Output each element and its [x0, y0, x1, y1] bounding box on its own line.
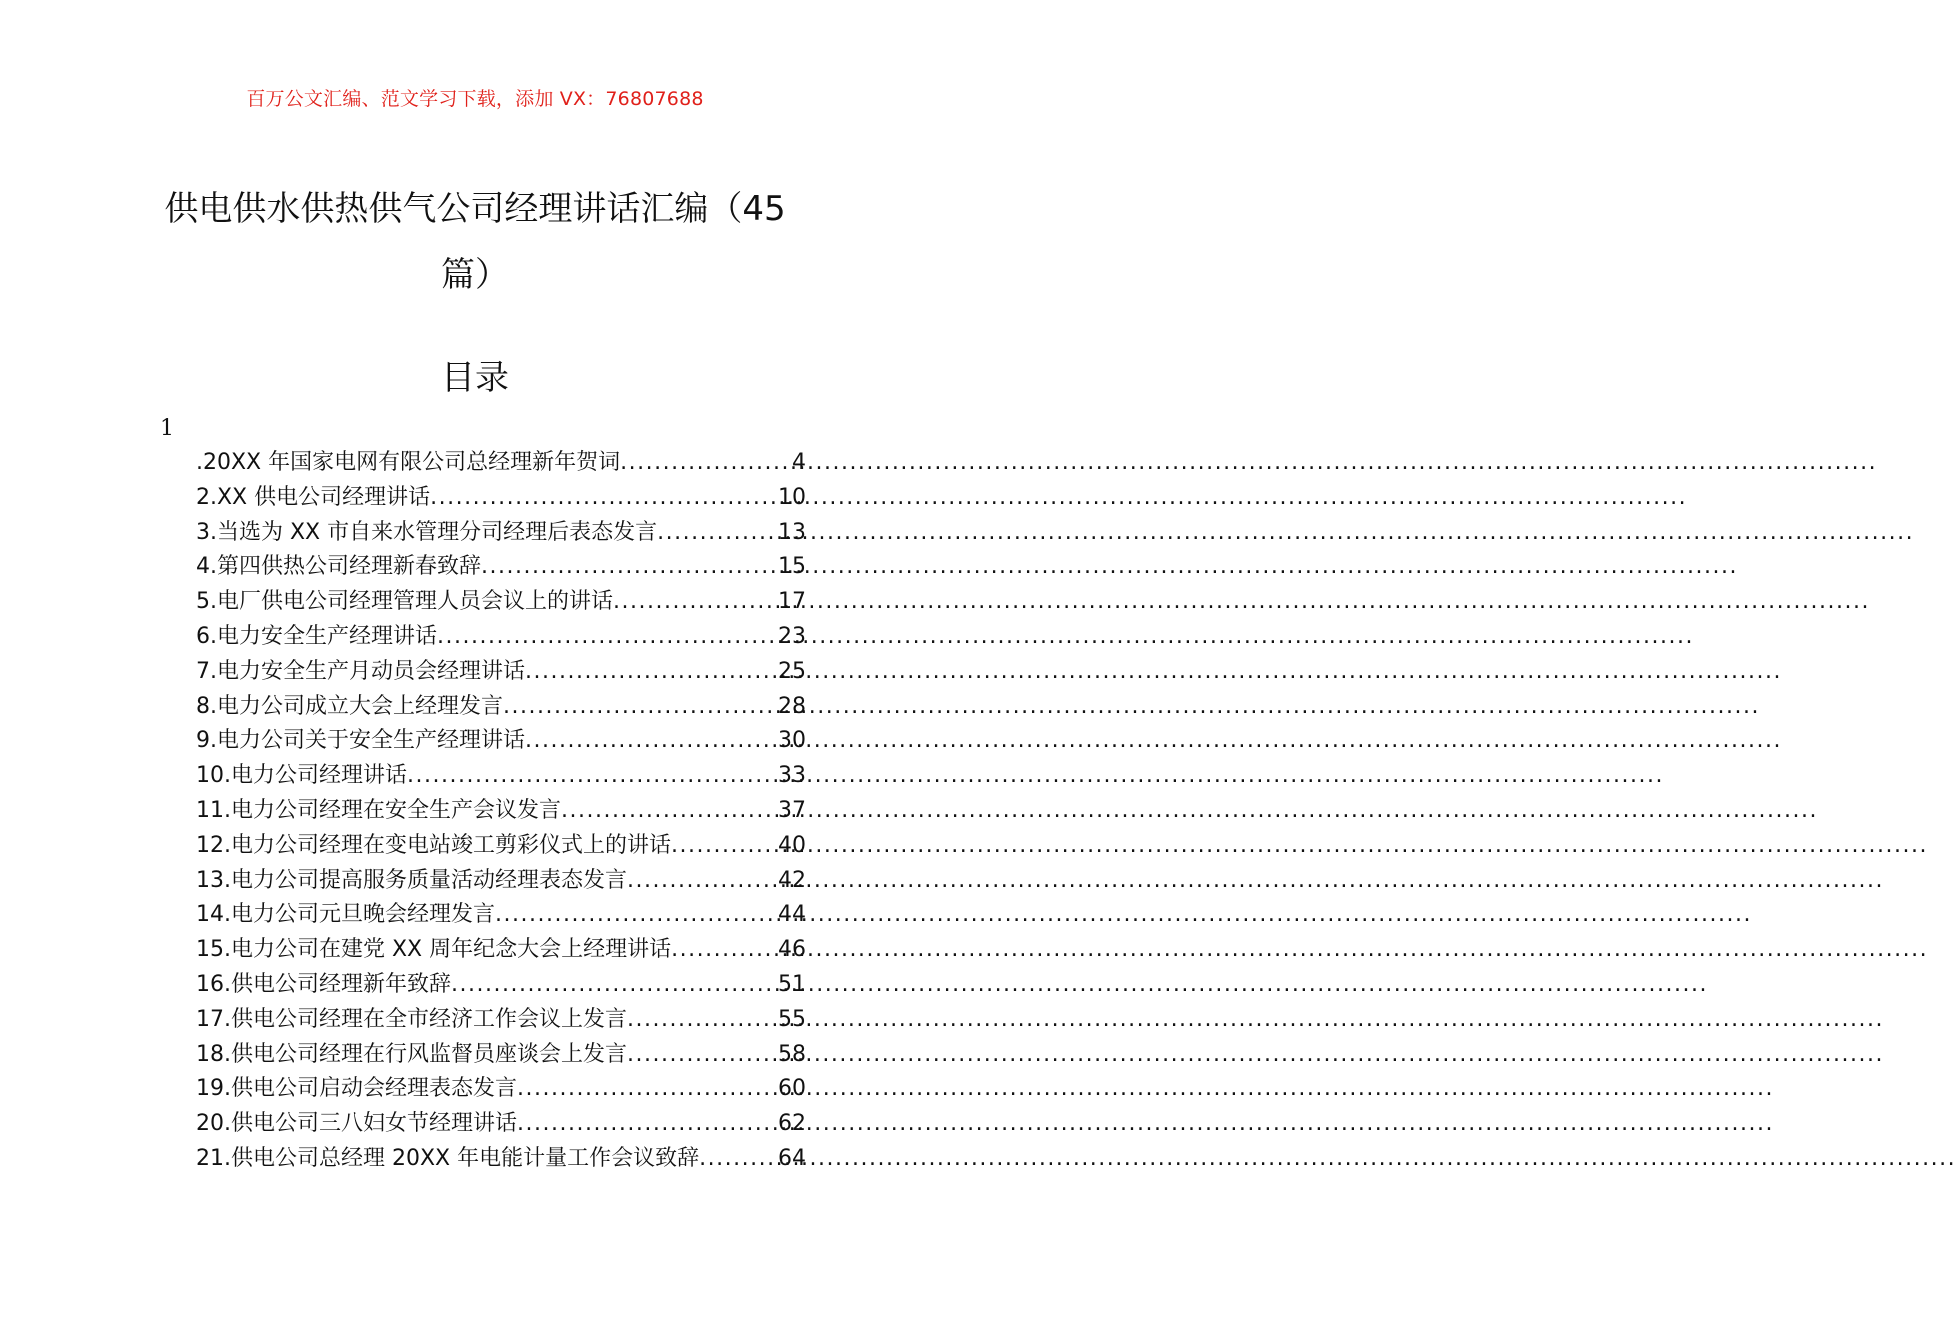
toc-leader-dots [481, 550, 778, 585]
toc-entry-page: 40 [778, 832, 806, 858]
toc-leader-dots [503, 690, 778, 725]
toc-first-number: 1 [160, 416, 174, 441]
toc-entry-page: 10 [778, 484, 806, 510]
toc-entry-label: 13.电力公司提高服务质量活动经理表态发言 [196, 867, 627, 893]
toc-entry-page: 62 [778, 1111, 806, 1137]
toc-entry-page: 23 [778, 623, 806, 649]
toc-entry-page: 46 [778, 937, 806, 963]
table-of-contents [196, 446, 806, 1177]
toc-entry[interactable] [196, 620, 806, 655]
toc-leader-dots [627, 1003, 778, 1038]
toc-entry-page: 33 [778, 763, 806, 789]
toc-leader-dots [437, 620, 778, 655]
toc-entry[interactable] [196, 585, 806, 620]
toc-entry[interactable] [196, 864, 806, 899]
toc-leader-dots [407, 759, 778, 794]
toc-leader-dots [517, 1107, 778, 1142]
toc-entry[interactable] [196, 1107, 806, 1142]
toc-entry-page: 15 [778, 554, 806, 580]
toc-entry[interactable] [196, 724, 806, 759]
toc-leader-dots [525, 724, 778, 759]
toc-entry-page: 58 [778, 1041, 806, 1067]
toc-entry[interactable] [196, 1142, 806, 1177]
toc-leader-dots [627, 1038, 778, 1073]
toc-entry[interactable] [196, 1038, 806, 1073]
toc-leader-dots [627, 864, 778, 899]
toc-entry-label: 6.电力安全生产经理讲话 [196, 623, 437, 649]
toc-entry-page: 37 [778, 797, 806, 823]
toc-entry[interactable] [196, 1072, 806, 1107]
toc-entry-page: 30 [778, 728, 806, 754]
toc-entry-page: 28 [778, 693, 806, 719]
toc-entry[interactable] [196, 655, 806, 690]
toc-entry-page: 25 [778, 658, 806, 684]
toc-leader-dots [495, 898, 778, 933]
toc-entry-page: 42 [778, 867, 806, 893]
toc-entry-label: 3.当选为 XX 市自来水管理分司经理后表态发言 [196, 519, 658, 545]
toc-entry-label: 19.供电公司启动会经理表态发言 [196, 1076, 517, 1102]
toc-entry-page: 55 [778, 1006, 806, 1032]
toc-entry-label: 9.电力公司关于安全生产经理讲话 [196, 728, 525, 754]
toc-entry-label: 7.电力安全生产月动员会经理讲话 [196, 658, 525, 684]
toc-leader-dots [430, 481, 778, 516]
toc-entry[interactable] [196, 481, 806, 516]
toc-entry[interactable] [196, 759, 806, 794]
toc-leader-dots [561, 794, 778, 829]
header-note: 百万公文汇编、范文学习下载，添加 VX：76807688 [246, 88, 704, 110]
toc-entry-label: 20.供电公司三八妇女节经理讲话 [196, 1111, 517, 1137]
toc-entry-label: 16.供电公司经理新年致辞 [196, 971, 451, 997]
toc-entry[interactable] [196, 690, 806, 725]
toc-entry[interactable] [196, 968, 806, 1003]
toc-entry-page: 4 [792, 450, 806, 475]
toc-entry[interactable] [196, 933, 806, 968]
toc-leader-dots [613, 585, 778, 620]
toc-entry-page: 64 [778, 1145, 806, 1171]
toc-entry-label: 2.XX 供电公司经理讲话 [196, 484, 431, 510]
toc-entry[interactable] [196, 794, 806, 829]
toc-entry-page: 13 [778, 519, 806, 545]
toc-entry-page: 51 [778, 971, 806, 997]
toc-entry-label: 17.供电公司经理在全市经济工作会议上发言 [196, 1006, 627, 1032]
toc-entry[interactable] [196, 829, 806, 864]
toc-leader-dots [699, 1142, 778, 1177]
toc-leader-dots [671, 933, 778, 968]
toc-entry[interactable] [196, 1003, 806, 1038]
toc-leader-dots [451, 968, 778, 1003]
toc-entry-label: 18.供电公司经理在行风监督员座谈会上发言 [196, 1041, 627, 1067]
toc-entry[interactable] [196, 516, 806, 551]
toc-entry[interactable] [196, 898, 806, 933]
toc-leader-dots [517, 1072, 778, 1107]
toc-entry-page: 44 [778, 902, 806, 928]
toc-entry-page: 60 [778, 1076, 806, 1102]
toc-entry-label: .20XX 年国家电网有限公司总经理新年贺词 [196, 450, 621, 475]
toc-entry-label: 21.供电公司总经理 20XX 年电能计量工作会议致辞 [196, 1145, 700, 1171]
toc-entry-label: 11.电力公司经理在安全生产会议发言 [196, 797, 561, 823]
toc-entry-label: 14.电力公司元旦晚会经理发言 [196, 902, 495, 928]
toc-entry-page: 17 [778, 589, 806, 615]
toc-entry-label: 4.第四供热公司经理新春致辞 [196, 554, 481, 580]
toc-leader-dots [525, 655, 778, 690]
toc-entry-label: 15.电力公司在建党 XX 周年纪念大会上经理讲话 [196, 937, 672, 963]
toc-entry[interactable] [196, 446, 806, 481]
toc-leader-dots [620, 446, 792, 481]
toc-heading: 目录 [441, 358, 509, 398]
toc-entry-label: 5.电厂供电公司经理管理人员会议上的讲话 [196, 589, 613, 615]
toc-leader-dots [657, 516, 778, 551]
toc-entry-label: 10.电力公司经理讲话 [196, 763, 407, 789]
document-title: 供电供水供热供气公司经理讲话汇编（45 篇） [164, 189, 786, 295]
toc-entry-label: 8.电力公司成立大会上经理发言 [196, 693, 503, 719]
toc-entry[interactable] [196, 550, 806, 585]
toc-entry-label: 12.电力公司经理在变电站竣工剪彩仪式上的讲话 [196, 832, 671, 858]
toc-leader-dots [671, 829, 778, 864]
